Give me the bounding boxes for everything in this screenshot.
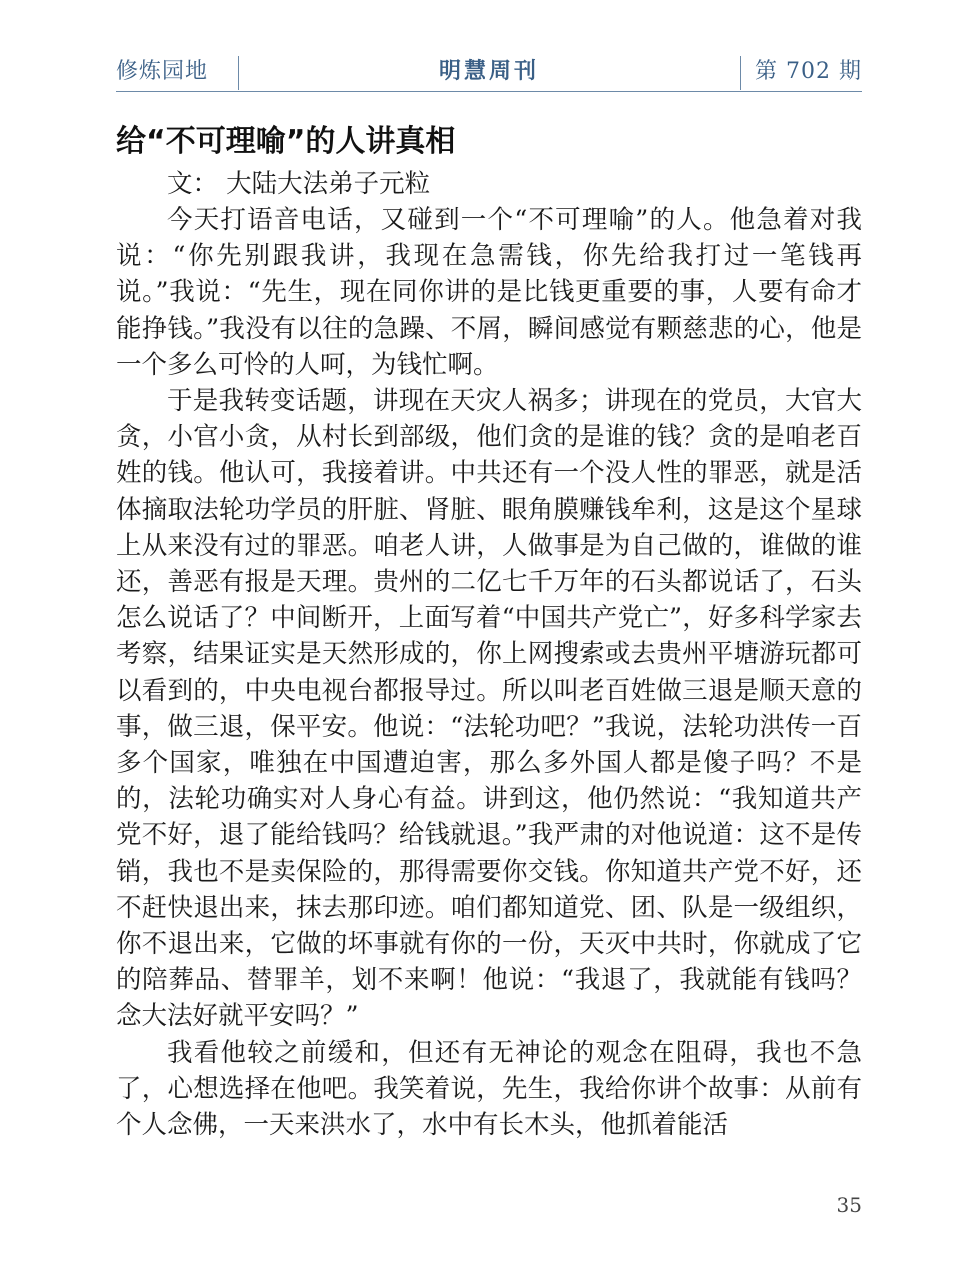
issue-number: 第 702 期 bbox=[755, 59, 862, 84]
article bbox=[116, 118, 862, 1143]
running-header bbox=[116, 48, 862, 92]
publication-name: 明慧周刊 bbox=[438, 59, 539, 84]
article-paragraph: 于是我转变话题，讲现在天灾人祸多；讲现在的党员，大官大贪，小官小贪，从村长到部级，他们贪的是谁的钱？贪的是咱老百姓的钱。他认可，我接着讲。中共还有一个没人性的罪恶，就是活体摘取法轮功学员的肝脏、肾脏、眼角膜赚钱牟利，这是这个星球上从来没有过的罪恶。咱老人讲，人做事是为自己做的，谁做的谁还，善恶有报是天理。贵州的二亿七千万年的石头都说话了，石头怎么说话了？中间断开，上面写着“中国共产党亡”，好多科学家去考察，结果证实是天然形成的，你上网搜索或去贵州平塘游玩都可以看到的，中央电视台都报导过。所以叫老百姓做三退是顺天意的事，做三退，保平安。他说：“法轮功吧？”我说，法轮功洪传一百多个国家，唯独在中国遭迫害，那么多外国人都是傻子吗？不是的，法轮功确实对人身心有益。讲到这，他仍然说：“我知道共产党不好，退了能给钱吗？给钱就退。”我严肃的对他说道：这不是传销，我也不是卖保险的，那得需要你交钱。你知道共产党不好，还不赶快退出来，抹去那印迹。咱们都知道党、团、队是一级组织，你不退出来，它做的坏事就有你的一份，天灭中共时，你就成了它的陪葬品、替罪羊，划不来啊！他说：“我退了，我就能有钱吗？念大法好就平安吗？” bbox=[116, 386, 862, 1032]
article-paragraph: 我看他较之前缓和，但还有无神论的观念在阻碍，我也不急了，心想选择在他吧。我笑着说，先生，我给你讲个故事：从前有个人念佛，一天来洪水了，水中有长木头，他抓着能活 bbox=[116, 1037, 862, 1141]
article-title: 给“不可理喻”的人讲真相 bbox=[116, 124, 456, 159]
article-paragraph: 今天打语音电话，又碰到一个“不可理喻”的人。他急着对我说：“你先别跟我讲，我现在急需钱，你先给我打过一笔钱再说。”我说：“先生，现在同你讲的是比钱更重要的事，人要有命才能挣钱。”我没有以往的急躁、不屑，瞬间感觉有颗慈悲的心，他是一个多么可怜的人呵，为钱忙啊。 bbox=[116, 205, 862, 380]
article-author: 文： 大陆大法弟子元粒 bbox=[167, 169, 431, 199]
page-number: 35 bbox=[836, 1193, 862, 1217]
section-name: 修炼园地 bbox=[116, 59, 209, 84]
header-rule bbox=[116, 91, 862, 92]
header-divider-right bbox=[740, 56, 741, 90]
